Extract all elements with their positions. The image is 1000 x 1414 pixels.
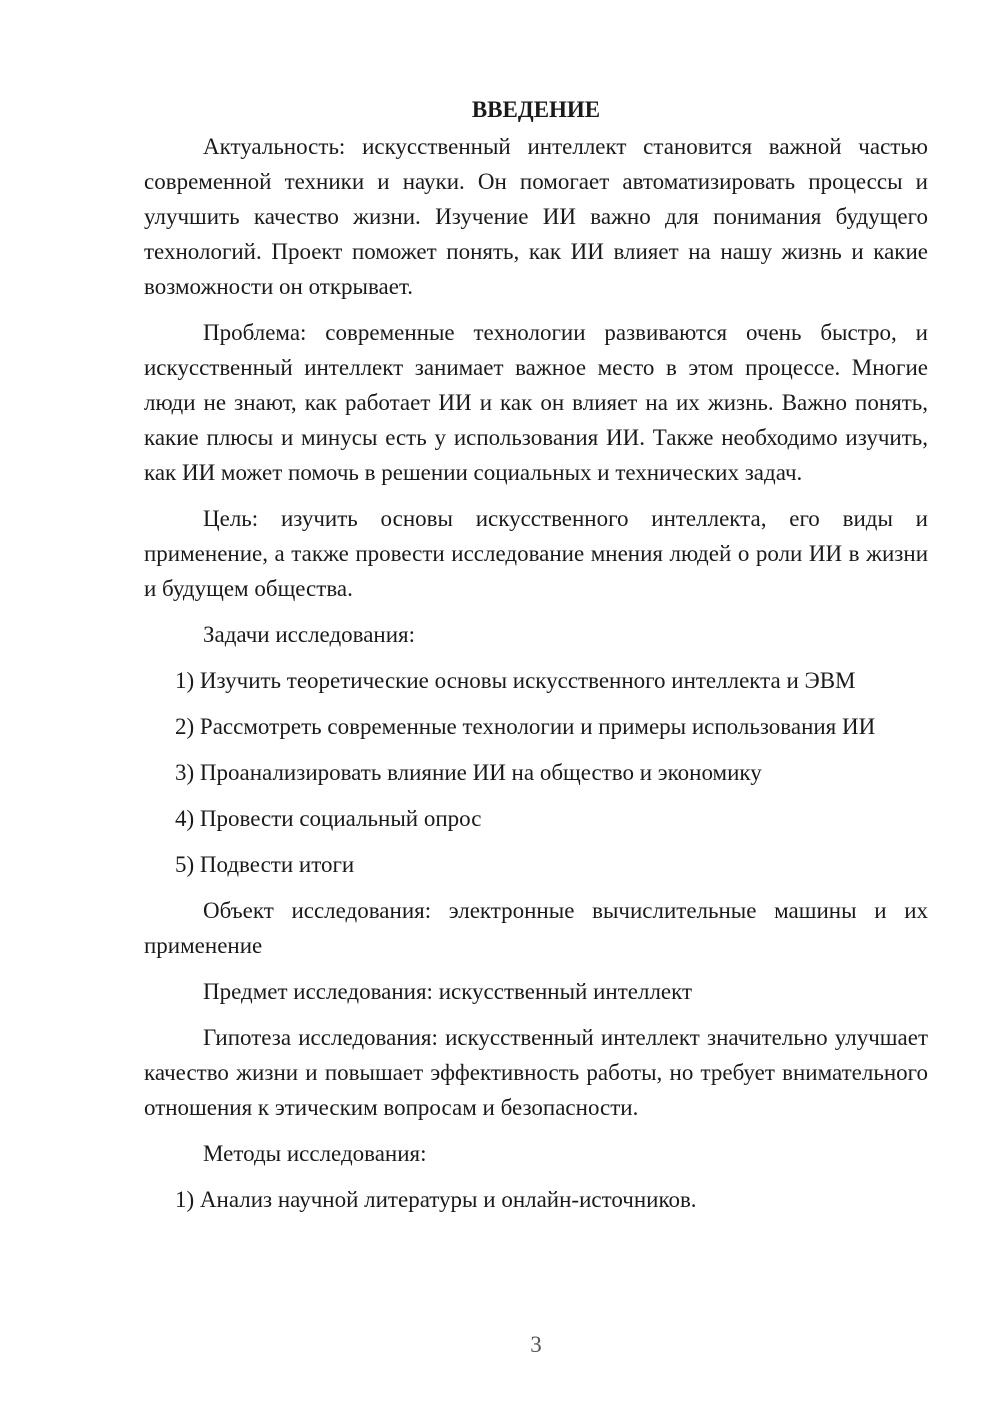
paragraph-goal: Цель: изучить основы искусственного интеллекта, его виды и применение, а также провести исследование мнения людей о роли ИИ в жизни и будущем общества. — [144, 506, 928, 601]
task-item-2: 2) Рассмотреть современные технологии и примеры использования ИИ — [175, 714, 876, 739]
paragraph-problem: Проблема: современные технологии развиваются очень быстро, и искусственный интеллект занимает важное место в этом процессе. Многие люди не знают, как работает ИИ и как он влияет на их жизнь. Важно понять, какие плюсы и минусы есть у использования ИИ. Также необходимо изучить, как ИИ может помочь в решении социальных и технических задач. — [144, 320, 928, 485]
tasks-heading: Задачи исследования: — [203, 622, 416, 647]
paragraph-relevance: Актуальность: искусственный интеллект становится важной частью современной техники и науки. Он помогает автоматизировать процессы и улучшить качество жизни. Изучение ИИ важно для понимания будущего технологий. Проект поможет понять, как ИИ влияет на нашу жизнь и какие возможности он открывает. — [144, 134, 928, 299]
paragraph-hypothesis: Гипотеза исследования: искусственный интеллект значительно улучшает качество жизни и повышает эффективность работы, но требует внимательного отношения к этическим вопросам и безопасности. — [144, 1025, 928, 1120]
paragraph-object: Объект исследования: электронные вычислительные машины и их применение — [144, 898, 928, 958]
task-item-5: 5) Подвести итоги — [175, 852, 355, 877]
task-item-1: 1) Изучить теоретические основы искусственного интеллекта и ЭВМ — [175, 668, 856, 693]
paragraph-subject: Предмет исследования: искусственный интеллект — [203, 979, 693, 1004]
document-page — [144, 92, 928, 1228]
task-item-4: 4) Провести социальный опрос — [175, 806, 482, 831]
page-number: 3 — [530, 1332, 542, 1357]
section-title: ВВЕДЕНИЕ — [471, 97, 601, 122]
methods-heading: Методы исследования: — [203, 1141, 427, 1166]
task-item-3: 3) Проанализировать влияние ИИ на общество и экономику — [175, 760, 762, 785]
method-item-1: 1) Анализ научной литературы и онлайн-источников. — [175, 1187, 697, 1212]
